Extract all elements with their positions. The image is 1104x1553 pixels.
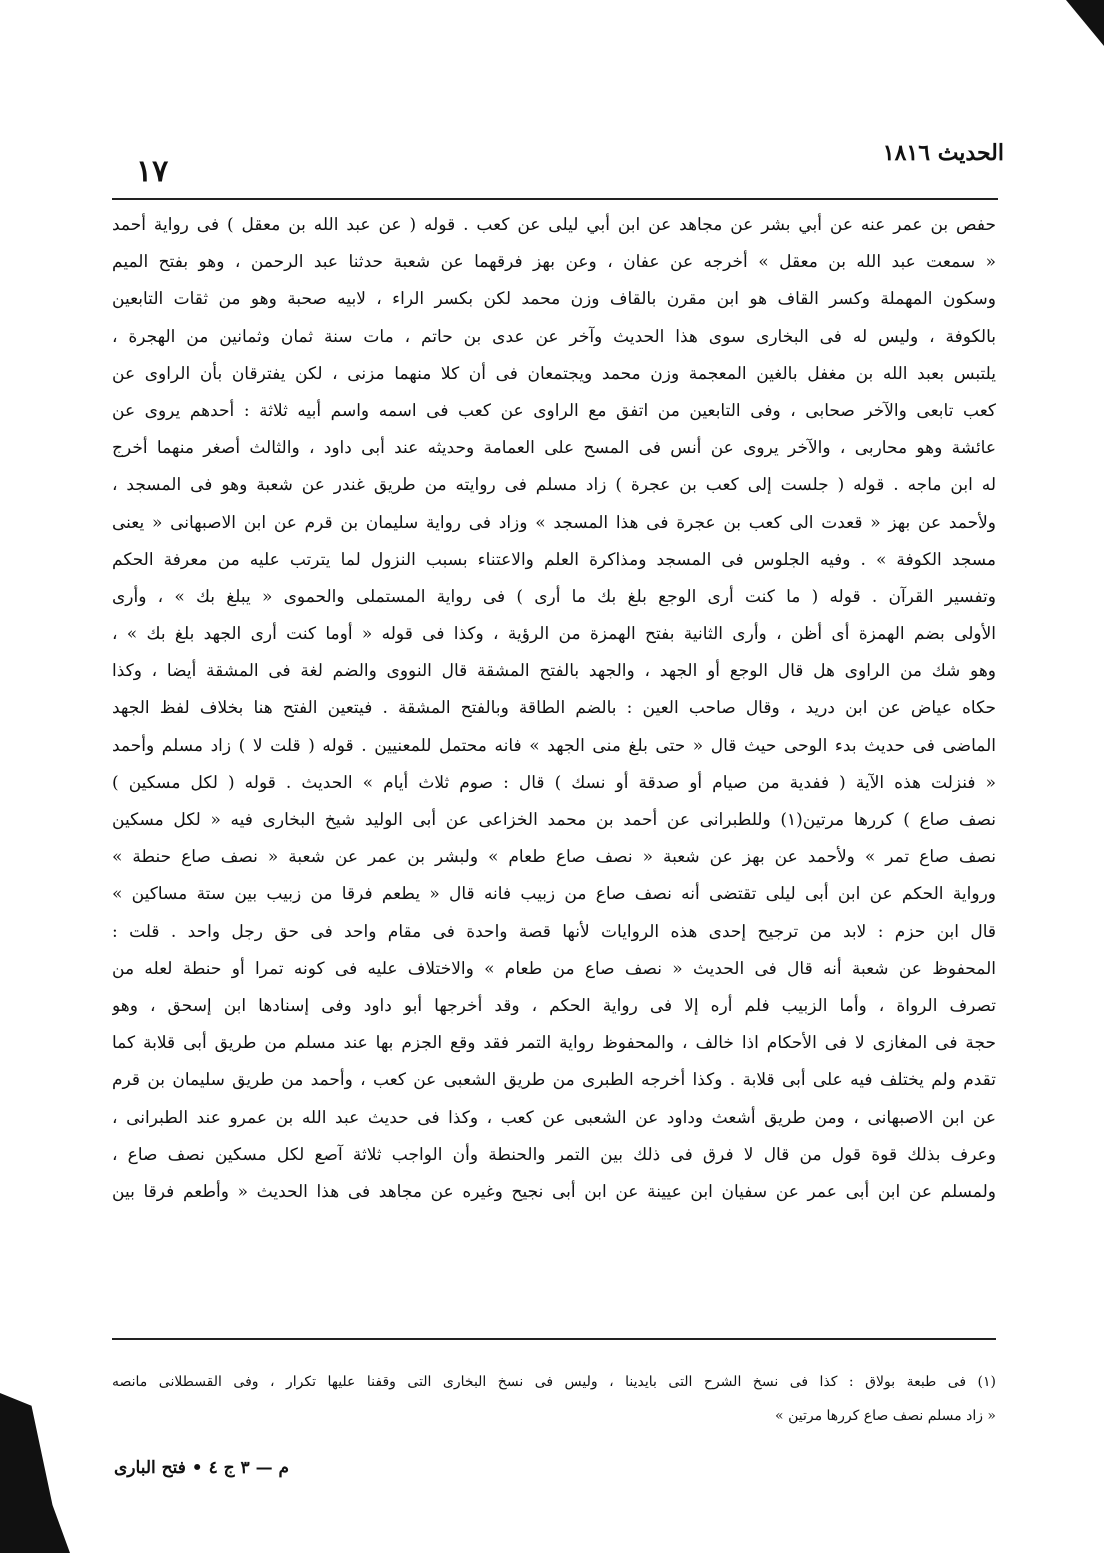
text-line: يلتبس بعبد الله بن مغفل بالغين المعجمة وزن محمد ويجتمعان فى أن كلا منهما مزنى ، لكن يفترقان بأن الراوى عن bbox=[112, 363, 996, 384]
scan-corner-shadow-bottom bbox=[0, 1393, 70, 1553]
text-line: وسكون المهملة وكسر القاف هو ابن مقرن بالقاف وزن محمد لكن بكسر الراء ، لابيه صحبة وهو من ثقات التابعين bbox=[112, 289, 996, 310]
page-header bbox=[100, 138, 1004, 198]
text-line: كعب تابعى والآخر صحابى ، وفى التابعين من اتفق مع الراوى عن كعب فى اسمه واسم أبيه ثلاثة : أحدهم يروى عن bbox=[112, 400, 996, 421]
header-rule bbox=[112, 198, 998, 200]
text-line: الأولى بضم الهمزة أى أظن ، وأرى الثانية بفتح الهمزة من الرؤية ، وكذا فى قوله « أوما كنت أرى الجهد بلغ بك » ، bbox=[112, 624, 996, 645]
text-line: حجة فى المغازى لا فى الأحكام اذا خالف ، والمحفوظ رواية التمر فقد وقع الجزم بها عند مسلم من طريق أبى قلابة كما bbox=[112, 1033, 996, 1054]
text-line: وهو شك من الراوى هل قال الوجع أو الجهد ، والجهد بالفتح المشقة قال النووى والضم لغة فى المشقة أيضا ، وكذا bbox=[112, 661, 996, 682]
text-line: له ابن ماجه . قوله ( جلست إلى كعب بن عجرة ) زاد مسلم فى روايته من طريق غندر عن شعبة وهو فى المسجد ، bbox=[112, 475, 996, 496]
footnote-line: (١) فى طبعة بولاق : كذا فى نسخ الشرح التى بايدينا ، وليس فى نسخ البخارى التى وقفنا عليها تكرار ، وفى القسطلانى مانصه bbox=[112, 1374, 996, 1390]
page-number: ١٧ bbox=[136, 154, 169, 189]
text-line: وتفسير القرآن . قوله ( ما كنت أرى الوجع بلغ بك ما أرى ) فى رواية المستملى والحموى « يبلغ بك » ، وأرى bbox=[112, 586, 996, 607]
text-line: نصف صاع ) كررها مرتين(١) وللطبرانى عن أحمد بن محمد الخزاعى عن أبى الوليد شيخ البخارى فيه « لكل مسكين bbox=[112, 810, 996, 830]
text-line: حكاه عياض عن ابن دريد ، وقال صاحب العين : بالضم الطاقة وبالفتح المشقة . فيتعين الفتح هنا بخلاف لفظ الجهد bbox=[112, 698, 996, 719]
printer-signature: م — ٣ ج ٤ • فتح البارى bbox=[114, 1458, 290, 1478]
scan-corner-shadow-top bbox=[1066, 0, 1104, 46]
text-line: بالكوفة ، وليس له فى البخارى سوى هذا الحديث وآخر عن عدى بن حاتم ، مات سنة ثمان وثمانين من الهجرة ، bbox=[112, 326, 996, 347]
text-line: مسجد الكوفة » . وفيه الجلوس فى المسجد ومذاكرة العلم والاعتناء بسبب النزول لما يترتب عليه من معرفة الحكم bbox=[112, 549, 996, 570]
text-line: قال ابن حزم : لابد من ترجيح إحدى هذه الروايات لأنها قصة واحدة فى مقام واحد فى حق رجل واحد . قلت : bbox=[112, 921, 996, 942]
footnotes bbox=[112, 1365, 996, 1433]
footnote-rule bbox=[112, 1338, 996, 1340]
text-line: المحفوظ عن شعبة أنه قال فى الحديث « نصف صاع من طعام » والاختلاف عليه فى كونه تمرا أو حنطة لعله من bbox=[112, 958, 996, 979]
text-line: عن ابن الاصبهانى ، ومن طريق أشعث وداود عن الشعبى عن كعب ، وكذا فى حديث عبد الله بن عمرو عند الطبرانى ، bbox=[112, 1107, 996, 1128]
text-line: « سمعت عبد الله بن معقل » أخرجه عن عفان ، وعن بهز فرقهما عن شعبة حدثنا عبد الرحمن ، وهو بفتح الميم bbox=[112, 252, 996, 273]
text-line: ورواية الحكم عن ابن أبى ليلى تقتضى أنه نصف صاع من زبيب فانه قال « يطعم فرقا من زبيب بين ستة مساكين » bbox=[112, 884, 996, 905]
text-line: تصرف الرواة ، وأما الزبيب فلم أره إلا فى رواية الحكم ، وقد أخرجها أبو داود وفى إسنادها ابن إسحق ، وهو bbox=[112, 995, 996, 1016]
text-line: تقدم ولم يختلف فيه على أبى قلابة . وكذا أخرجه الطبرى من طريق الشعبى عن كعب ، وأحمد من طريق سليمان بن قرم bbox=[112, 1070, 996, 1091]
text-line: وعرف بذلك قوة قول من قال لا فرق فى ذلك بين التمر والحنطة وأن الواجب ثلاثة آصع لكل مسكين نصف صاع ، bbox=[112, 1144, 996, 1165]
text-line: « فنزلت هذه الآية ( ففدية من صيام أو صدقة أو نسك ) قال : صوم ثلاث أيام » الحديث . قوله ( لكل مسكين ) bbox=[112, 772, 996, 793]
text-line: الماضى فى حديث بدء الوحى حيث قال « حتى بلغ منى الجهد » فانه محتمل للمعنيين . قوله ( قلت لا ) زاد مسلم وأحمد bbox=[112, 735, 996, 756]
text-line: ولأحمد عن بهز « قعدت الى كعب بن عجرة فى هذا المسجد » وزاد فى رواية سليمان بن قرم عن ابن الاصبهانى « يعنى bbox=[112, 512, 996, 533]
text-line: عائشة وهو محاربى ، والآخر يروى عن أنس فى المسح على العمامة وحديثه عند أبى داود ، والثالث أصغر منهما أخرج bbox=[112, 438, 996, 459]
text-line: ولمسلم عن ابن أبى عمر عن سفيان ابن عيينة عن ابن أبى نجيح وغيره عن مجاهد فى هذا الحديث « وأطعم فرقا بين bbox=[112, 1181, 996, 1202]
main-text bbox=[112, 207, 996, 1211]
text-line: حفص بن عمر عنه عن أبي بشر عن مجاهد عن ابن أبي ليلى عن كعب . قوله ( عن عبد الله بن معقل ) فى رواية أحمد bbox=[112, 215, 996, 235]
footnote-line: « زاد مسلم نصف صاع كررها مرتين » bbox=[775, 1408, 996, 1424]
running-title: الحديث ١٨١٦ bbox=[882, 140, 1004, 166]
text-line: نصف صاع تمر » ولأحمد عن بهز عن شعبة « نصف صاع طعام » ولبشر بن عمر عن شعبة « نصف صاع حنطة » bbox=[112, 847, 996, 868]
